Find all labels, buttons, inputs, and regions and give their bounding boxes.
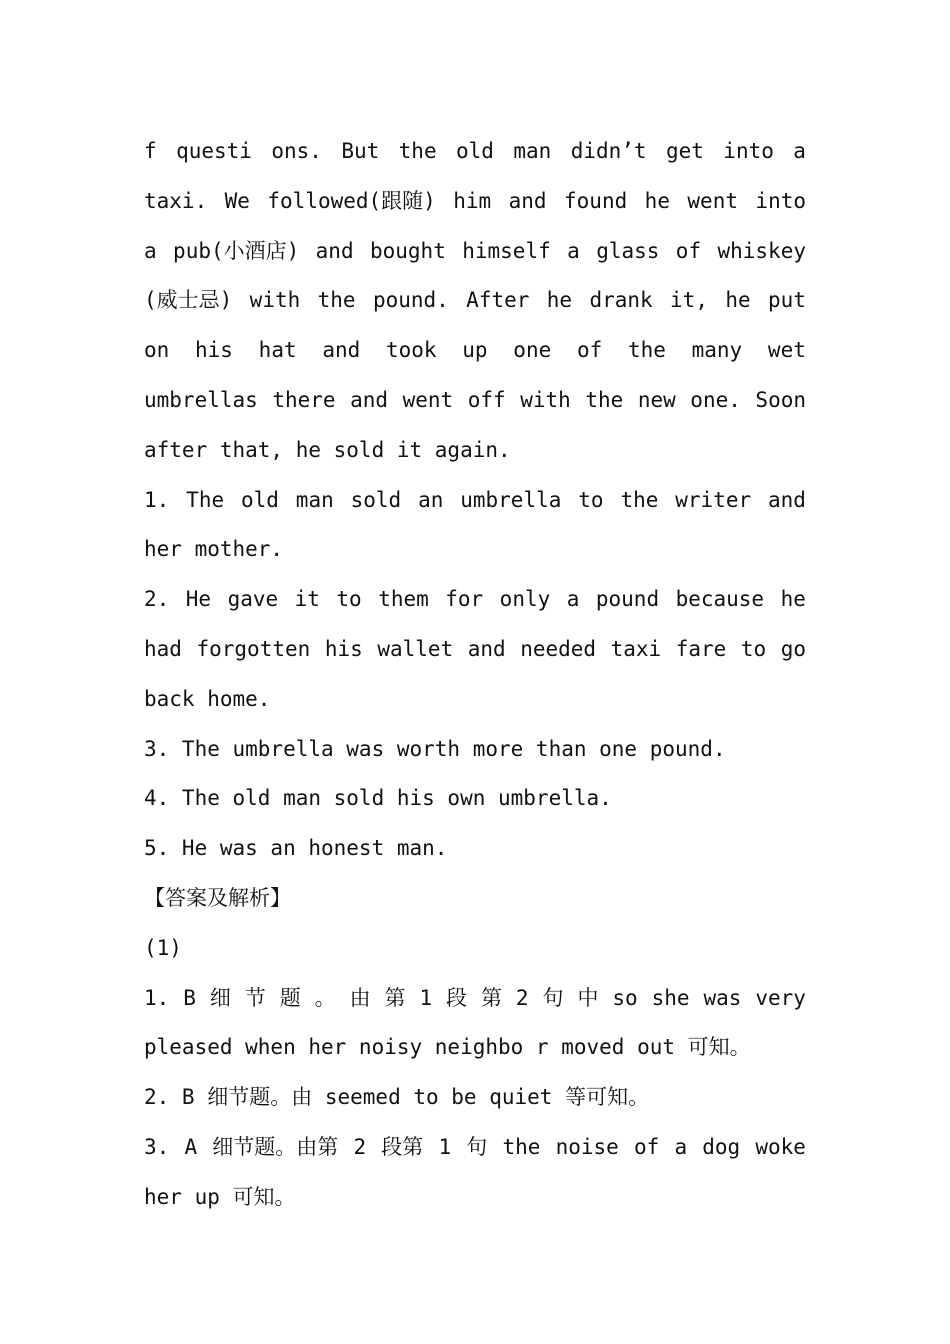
word: there: [272, 387, 336, 412]
statement-3: 3. The umbrella was worth more than one pound.: [144, 736, 726, 761]
answer-1-line-2: pleased when her noisy neighbo r moved out 可知。: [144, 1035, 751, 1060]
word: the: [502, 1134, 541, 1159]
passage-line-2: [144, 177, 806, 227]
passage-line-5: [144, 326, 806, 376]
word: 2: [515, 985, 529, 1010]
word: wet: [767, 338, 806, 363]
word: it: [294, 587, 320, 612]
word: After: [466, 288, 530, 313]
word: an: [418, 487, 444, 512]
word: had: [144, 636, 182, 661]
word: to: [336, 587, 362, 612]
word: the: [317, 288, 356, 313]
word: didn’t: [570, 139, 647, 163]
word: one.: [690, 387, 741, 412]
word: 细: [209, 985, 231, 1010]
answers-part-label: (1): [144, 935, 182, 960]
word: f: [144, 139, 157, 163]
answer-3-line-2: her up 可知。: [144, 1184, 296, 1209]
word: 段第: [381, 1134, 424, 1159]
word: go: [780, 636, 806, 661]
word: him: [453, 188, 492, 213]
word: needed: [520, 636, 597, 661]
answers-heading: 【答案及解析】: [144, 885, 291, 910]
word: old: [240, 487, 279, 512]
word: We: [224, 188, 250, 213]
word: he: [780, 587, 806, 612]
word: of: [675, 238, 702, 263]
word: went: [687, 188, 738, 213]
word: 1.: [144, 985, 170, 1010]
word: man: [513, 139, 552, 163]
word: for: [445, 587, 484, 612]
word: a: [566, 587, 580, 612]
word: bought: [369, 238, 446, 263]
word: the: [585, 387, 624, 412]
word: with: [249, 288, 301, 313]
word: He: [185, 587, 212, 612]
word: questi: [176, 139, 252, 163]
word: them: [378, 587, 429, 612]
word: and: [467, 636, 506, 661]
word: with: [520, 387, 571, 412]
word: 中: [577, 985, 599, 1010]
word: 。: [314, 985, 336, 1010]
word: many: [691, 338, 743, 363]
word: get: [665, 139, 704, 163]
word: a: [567, 238, 580, 263]
word: followed(跟随): [267, 188, 436, 213]
answer-3-line-1: [144, 1123, 806, 1173]
word: glass: [596, 238, 660, 263]
word: The: [186, 487, 225, 512]
word: 句: [466, 1134, 488, 1159]
word: only: [499, 587, 551, 612]
word: so: [612, 985, 638, 1010]
word: of: [633, 1134, 660, 1159]
word: umbrella: [460, 487, 562, 512]
answer-2: 2. B 细节题。由 seemed to be quiet 等可知。: [144, 1085, 650, 1110]
word: umbrellas: [144, 387, 258, 412]
word: But: [341, 139, 380, 163]
word: she: [651, 985, 690, 1010]
word: of: [576, 338, 603, 363]
word: 由: [349, 985, 371, 1010]
word: writer: [675, 487, 752, 512]
word: forgotten: [196, 636, 311, 661]
word: on: [144, 338, 170, 363]
word: 1.: [144, 487, 170, 512]
word: 细节题。由第: [212, 1134, 339, 1159]
word: he: [546, 288, 573, 313]
word: drank: [589, 288, 653, 313]
word: 第: [384, 985, 406, 1010]
word: 句: [542, 985, 564, 1010]
word: 2.: [144, 587, 170, 612]
passage-line-1: [144, 127, 806, 177]
word: went: [402, 387, 454, 412]
word: 节: [244, 985, 266, 1010]
word: his: [195, 338, 233, 363]
word: and: [767, 487, 806, 512]
word: and: [315, 238, 354, 263]
word: ons.: [271, 139, 322, 163]
word: woke: [755, 1134, 806, 1159]
statement-2-line-1: [144, 575, 806, 625]
statement-1-line-2: her mother.: [144, 537, 284, 562]
word: very: [755, 985, 806, 1010]
word: taxi.: [144, 188, 208, 213]
word: took: [385, 338, 437, 363]
word: (威士忌): [144, 288, 233, 313]
word: to: [740, 636, 767, 661]
word: 第: [480, 985, 502, 1010]
passage-line-6: [144, 376, 806, 426]
word: and: [322, 338, 361, 363]
word: and: [350, 387, 389, 412]
word: gave: [227, 587, 279, 612]
word: one: [513, 338, 552, 363]
word: and: [508, 188, 547, 213]
word: found: [564, 188, 628, 213]
word: fare: [675, 636, 727, 661]
word: a: [674, 1134, 688, 1159]
word: put: [768, 288, 806, 313]
statement-5: 5. He was an honest man.: [144, 836, 448, 861]
statement-2-line-2: [144, 625, 806, 675]
word: pub(小酒店): [173, 238, 300, 263]
word: a: [144, 238, 157, 263]
word: 1: [419, 985, 433, 1010]
word: he: [644, 188, 670, 213]
word: hat: [258, 338, 297, 363]
word: his: [324, 636, 363, 661]
word: pound: [595, 587, 660, 612]
word: 题: [279, 985, 301, 1010]
word: noise: [555, 1134, 619, 1159]
word: himself: [462, 238, 551, 263]
word: the: [620, 487, 659, 512]
word: dog: [702, 1134, 741, 1159]
statement-2-line-3: back home.: [144, 686, 271, 711]
word: wallet: [377, 636, 454, 661]
word: into: [723, 139, 774, 163]
word: to: [578, 487, 604, 512]
word: 3.: [144, 1134, 170, 1159]
word: because: [675, 587, 765, 612]
statement-1-line-1: [144, 476, 806, 526]
word: A: [184, 1134, 198, 1159]
answer-1-line-1: [144, 974, 806, 1024]
statement-4: 4. The old man sold his own umbrella.: [144, 786, 612, 811]
word: whiskey: [717, 238, 806, 263]
passage-line-3: [144, 227, 806, 277]
word: the: [398, 139, 437, 163]
word: up: [462, 338, 488, 363]
word: it,: [670, 288, 708, 313]
word: he: [725, 288, 751, 313]
word: 1: [438, 1134, 452, 1159]
word: B: [183, 985, 196, 1010]
word: taxi: [610, 636, 662, 661]
passage-line-7: after that, he sold it again.: [144, 437, 511, 462]
word: new: [637, 387, 676, 412]
word: Soon: [755, 387, 806, 412]
word: 段: [446, 985, 468, 1010]
word: off: [467, 387, 506, 412]
word: a: [793, 139, 806, 163]
word: was: [703, 985, 742, 1010]
word: the: [627, 338, 666, 363]
word: sold: [350, 487, 402, 512]
word: man: [295, 487, 334, 512]
word: pound.: [372, 288, 449, 313]
passage-line-4: [144, 276, 806, 326]
word: old: [456, 139, 494, 163]
document-body: [144, 127, 806, 1223]
word: into: [755, 188, 806, 213]
word: 2: [353, 1134, 367, 1159]
